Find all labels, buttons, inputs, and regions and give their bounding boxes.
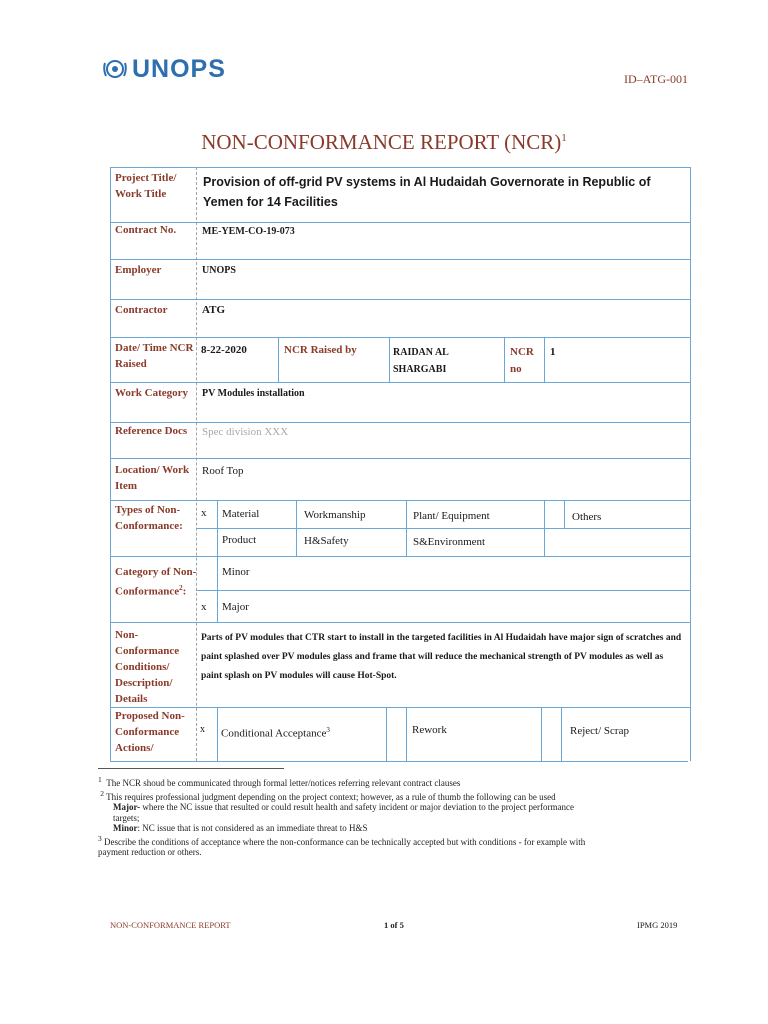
types-label: Types of Non-Conformance: (115, 504, 183, 532)
footnote-major (98, 802, 598, 823)
type-environment: S&Environment (413, 536, 486, 548)
footnote-2-num: 2 (100, 788, 104, 798)
footer-page-number: 1 of 5 (384, 920, 404, 930)
footer-version: IPMG 2019 (637, 920, 678, 930)
major-definition: where the NC issue that resulted or could result health and safety incident or major deviation to the project performance targets; (113, 802, 575, 823)
contractor-label: Contractor (115, 304, 168, 316)
footnote-minor (98, 823, 598, 834)
un-emblem-icon (102, 57, 128, 81)
page-title (0, 130, 768, 155)
action-rework: Rework (412, 724, 447, 736)
action-reject-scrap: Reject/ Scrap (570, 725, 629, 737)
conditional-footnote-ref: 3 (326, 726, 330, 734)
raised-by-label: NCR Raised by (284, 344, 357, 356)
type-workmanship: Workmanship (304, 509, 366, 521)
contractor-value: ATG (202, 304, 226, 316)
ncr-no-label: NCR no (510, 346, 534, 375)
type-product: Product (222, 534, 257, 546)
footnote-1-num: 1 (98, 775, 102, 784)
date-value: 8-22-2020 (201, 344, 247, 356)
major-mark: x (201, 601, 207, 613)
footnote-1 (98, 775, 598, 789)
material-mark: x (201, 507, 207, 519)
title-text: NON-CONFORMANCE REPORT (NCR) (201, 130, 562, 154)
employer-label: Employer (115, 264, 162, 276)
footnote-rule (98, 768, 284, 769)
employer-value: UNOPS (202, 265, 236, 276)
type-others: Others (572, 511, 602, 523)
project-title-label: Project Title/ Work Title (115, 172, 177, 200)
footnote-3-text: Describe the conditions of acceptance where the non-conformance can be technically accepted but with conditions - for example with payment reduction or others. (98, 836, 586, 857)
category-colon: : (182, 585, 187, 598)
footnote-3 (98, 834, 598, 858)
type-plant-equipment: Plant/ Equipment (413, 510, 490, 522)
category-footnote-ref: 2 (179, 584, 183, 592)
category-major: Major (222, 601, 249, 613)
reference-value: Spec division XXX (202, 426, 289, 438)
project-title-value: Provision of off-grid PV systems in Al Hudaidah Governorate in Republic of Yemen for 14 Facilities (203, 175, 651, 209)
minor-term: Minor (113, 823, 138, 833)
title-footnote-ref: 1 (561, 132, 567, 144)
document-id: ID–ATG-001 (624, 72, 688, 86)
action-conditional-acceptance (221, 722, 330, 742)
category-minor: Minor (222, 566, 250, 578)
footer-report-name: NON-CONFORMANCE REPORT (110, 920, 231, 930)
type-hsafety: H&Safety (304, 535, 349, 547)
date-label: Date/ Time NCR Raised (115, 342, 194, 370)
type-material: Material (222, 508, 260, 520)
actions-label: Proposed Non-Conformance Actions/ (115, 710, 185, 754)
conditional-mark: x (200, 724, 205, 735)
category-label-text: Category of Non-Conformance (115, 566, 197, 598)
reference-label: Reference Docs (115, 425, 188, 437)
ncr-no-value: 1 (550, 346, 556, 358)
footnote-2-text: This requires professional judgment depending on the project context; however, as a rule of thumb the following can be used (106, 791, 556, 802)
location-value: Roof Top (202, 465, 244, 477)
footnote-3-num: 3 (98, 833, 102, 843)
category-label (115, 564, 197, 600)
conditional-text: Conditional Acceptance (221, 727, 327, 740)
work-category-label: Work Category (115, 387, 189, 399)
footnote-1-text: The NCR shoud be communicated through formal letter/notices referring relevant contract clauses (106, 778, 461, 788)
unops-logo (102, 55, 226, 83)
contract-label: Contract No. (115, 224, 177, 236)
conditions-value: Parts of PV modules that CTR start to install in the targeted facilities in Al Hudaidah have major sign of scratches and paint splashed over PV modules glass and frame that will reduce the mechanical strength of PV modules as well as paint splash on PV modules will cause Hot-Spot. (201, 633, 682, 681)
work-category-value: PV Modules installation (202, 388, 305, 399)
contract-value: ME-YEM-CO-19-073 (202, 226, 295, 237)
raised-by-value: RAIDAN AL SHARGABI (393, 347, 449, 375)
location-label: Location/ Work Item (115, 464, 190, 492)
minor-definition: : NC issue that is not considered as an immediate threat to H&S (137, 823, 368, 833)
footnote-2 (98, 789, 598, 803)
conditions-label: Non-Conformance Conditions/ Description/ Details (115, 629, 180, 705)
footnotes (98, 775, 598, 858)
major-term: Major- (113, 802, 141, 812)
logo-text: UNOPS (132, 54, 226, 83)
